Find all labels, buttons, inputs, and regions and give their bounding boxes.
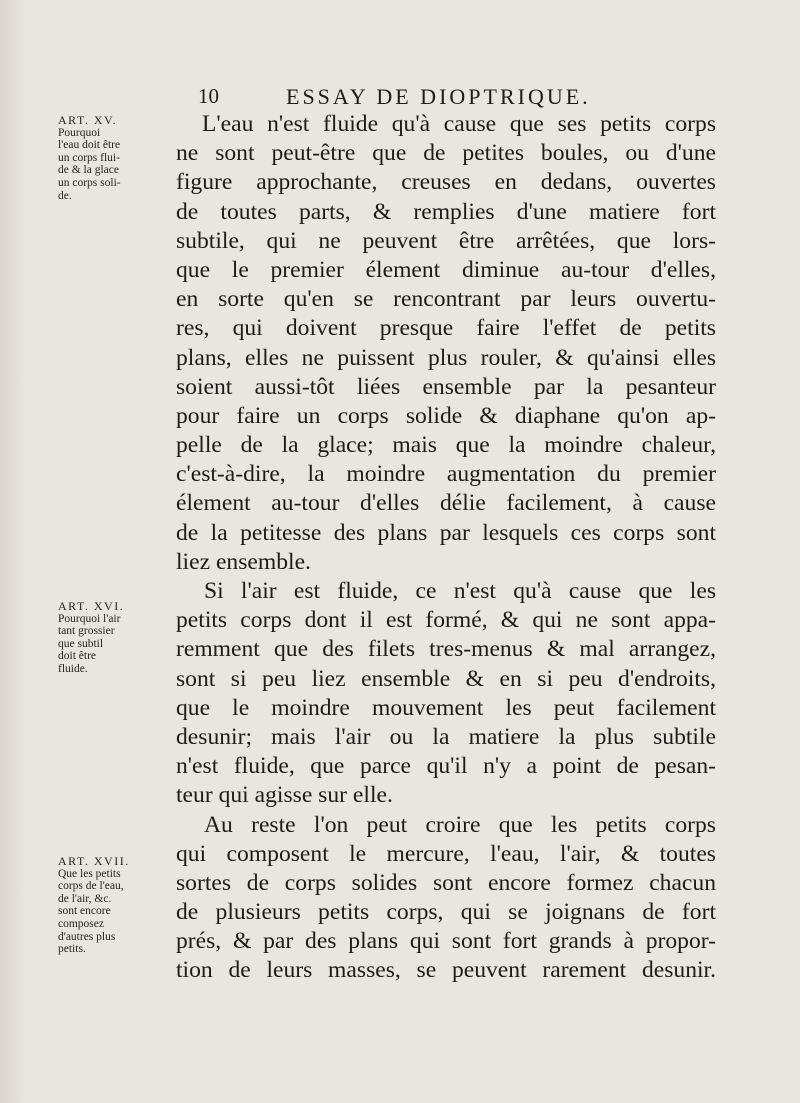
text-line: liez ensemble. (176, 548, 311, 575)
margin-note-line: petits. (58, 943, 86, 956)
margin-note-art-xvii (58, 855, 130, 956)
margin-note-line: un corps flui- (58, 151, 120, 164)
margin-note-line: Pourquoi l'air (58, 612, 121, 625)
text-line: ne sont peut-être que de petites boules, ou d'une (176, 140, 716, 167)
text-line: que le premier élement diminue au-tour d'elles, (176, 256, 716, 283)
margin-article-label: ART. XVII. (58, 854, 130, 868)
text-line: petits corps dont il est formé, & qui ne sont appa- (176, 607, 716, 634)
margin-note-line: l'eau doit être (58, 139, 121, 152)
text-line: de plusieurs petits corps, qui se joignans de fort (176, 899, 716, 926)
margin-note-line: de l'air, &c. (58, 892, 112, 905)
text-line: plans, elles ne puissent plus rouler, & qu'ainsi elles (176, 344, 716, 371)
text-line: c'est-à-dire, la moindre augmentation du premier (176, 461, 716, 488)
margin-note-art-xvi (58, 600, 124, 676)
text-line: que le moindre mouvement les peut facilement (176, 694, 716, 721)
text-line: qui composent le mercure, l'eau, l'air, & toutes (176, 840, 716, 867)
margin-note-line: d'autres plus (58, 930, 116, 943)
text-line: Au reste l'on peut croire que les petits corps (204, 811, 716, 838)
margin-note-line: composez (58, 917, 104, 930)
margin-note-line: sont encore (58, 905, 111, 918)
margin-note-line: de & la glace (58, 164, 119, 177)
margin-note-line: corps de l'eau, (58, 880, 124, 893)
margin-note-line: que subtil (58, 637, 104, 650)
page-number: 10 (198, 84, 219, 108)
text-line: pour faire un corps solide & diaphane qu'on ap- (176, 402, 716, 429)
margin-article-label: ART. XV. (58, 113, 118, 127)
text-line: subtile, qui ne peuvent être arrêtées, que lors- (176, 227, 716, 254)
text-line: de toutes parts, & remplies d'une matiere fort (176, 198, 716, 225)
text-line: remment que des filets tres-menus & mal arrangez, (176, 636, 716, 663)
margin-note-art-xv (58, 114, 121, 202)
text-line: sont si peu liez ensemble & en si peu d'endroits, (176, 665, 716, 692)
margin-note-line: fluide. (58, 662, 88, 675)
text-line: res, qui doivent presque faire l'effet de petits (176, 315, 716, 342)
margin-note-line: de. (58, 189, 72, 202)
text-line: sortes de corps solides sont encore formez chacun (176, 869, 716, 896)
text-line: prés, & par des plans qui sont fort grands à propor- (176, 928, 716, 955)
margin-note-line: un corps soli- (58, 176, 121, 189)
page-header (198, 84, 638, 110)
text-line: en sorte qu'en se rencontrant par leurs ouvertu- (176, 286, 716, 313)
text-line: desunir; mais l'air ou la matiere la plus subtile (176, 723, 716, 750)
text-line: Si l'air est fluide, ce n'est qu'à cause que les (204, 578, 716, 604)
text-line: pelle de la glace; mais que la moindre chaleur, (176, 432, 716, 459)
margin-note-line: Que les petits (58, 867, 121, 880)
body-text (176, 110, 716, 986)
text-line: de la petitesse des plans par lesquels ces corps sont (176, 519, 716, 546)
text-line: élement au-tour d'elles délie facilement, à cause (176, 490, 716, 517)
text-line: L'eau n'est fluide qu'à cause que ses petits corps (202, 111, 716, 137)
margin-note-line: Pourquoi (58, 126, 101, 139)
text-line: soient aussi-tôt liées ensemble par la pesanteur (176, 373, 716, 400)
running-title: ESSAY DE DIOPTRIQUE. (286, 84, 591, 109)
text-line: teur qui agisse sur elle. (176, 782, 393, 809)
text-line: n'est fluide, que parce qu'il n'y a point de pesan- (176, 753, 716, 780)
text-line: tion de leurs masses, se peuvent rarement desunir. (176, 957, 716, 984)
margin-note-line: tant grossier (58, 625, 115, 638)
text-line: figure approchante, creuses en dedans, ouvertes (176, 169, 716, 196)
page-gutter-shadow (0, 0, 26, 1103)
margin-article-label: ART. XVI. (58, 599, 125, 613)
margin-note-line: doit être (58, 650, 96, 663)
